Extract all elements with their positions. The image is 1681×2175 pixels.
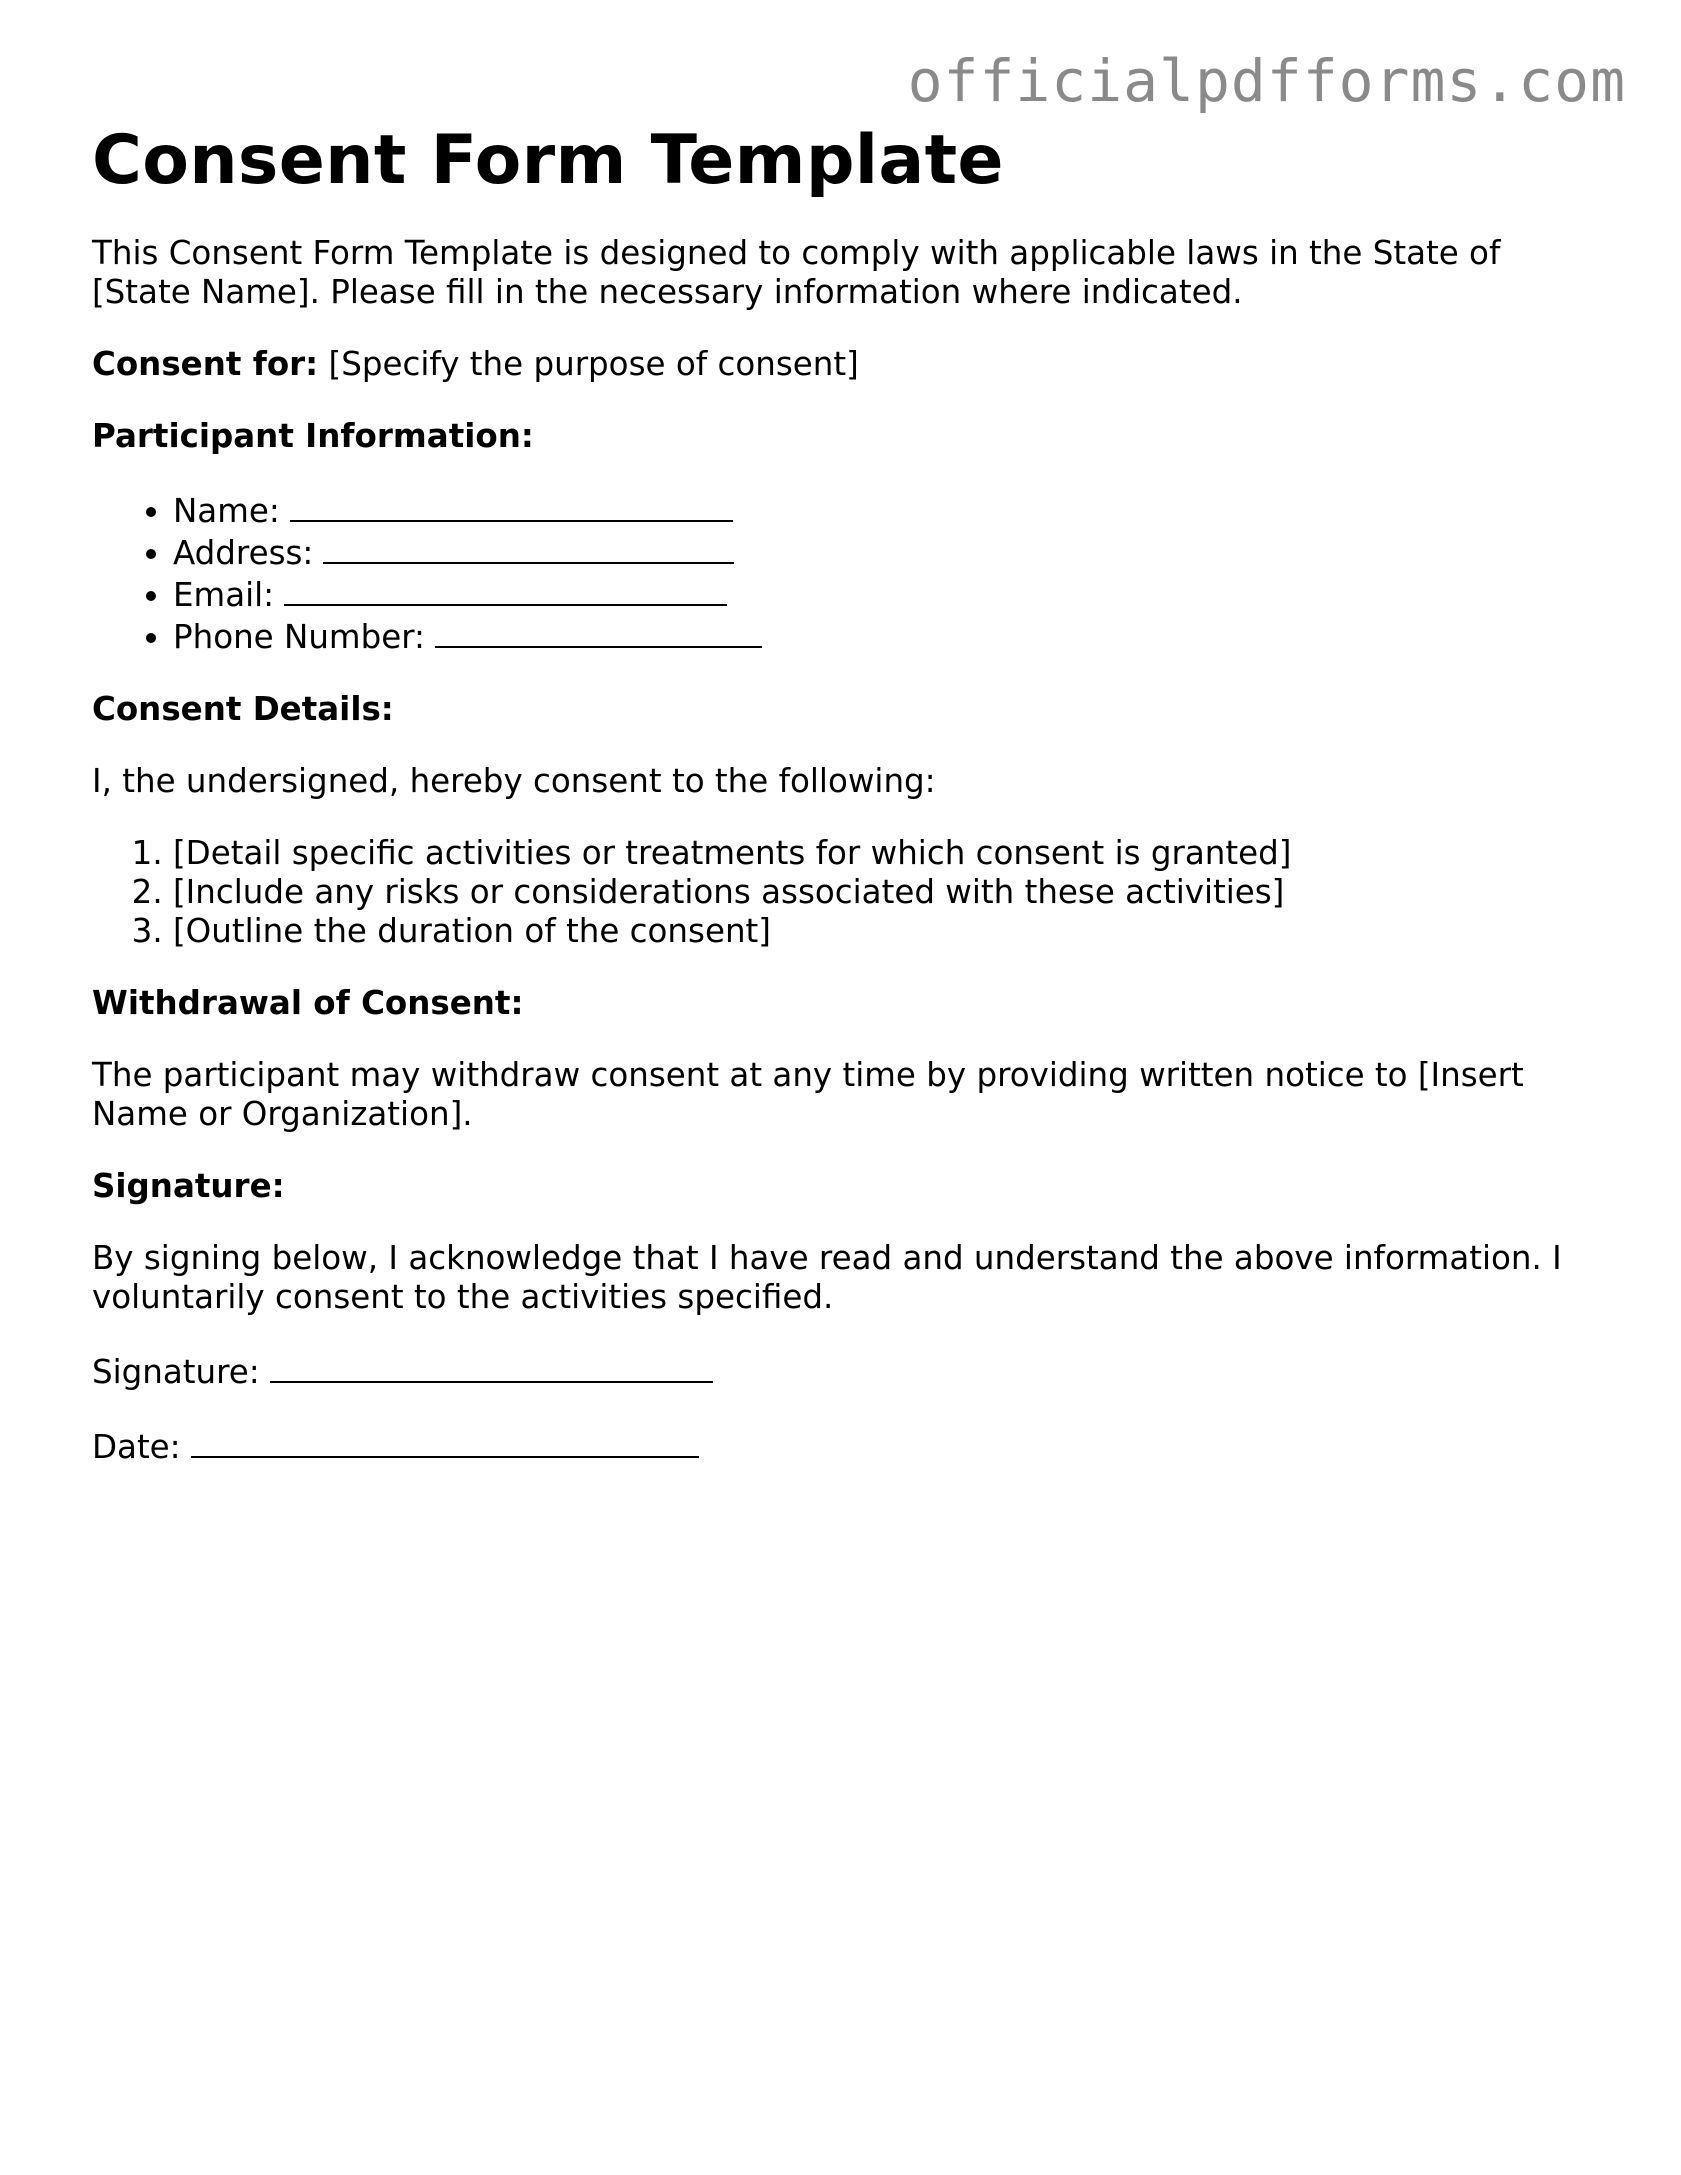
name-field-label: Name: [173, 492, 280, 530]
consent-for-line [92, 345, 1592, 384]
email-field-line[interactable] [284, 573, 727, 606]
phone-field-line[interactable] [435, 615, 762, 648]
watermark: officialpdfforms.com [907, 47, 1626, 115]
intro-paragraph: This Consent Form Template is designed to comply with applicable laws in the State of [State Name]. Please fill in the necessary information where indicated. [92, 234, 1501, 311]
date-line-row [92, 1425, 1592, 1467]
list-item [173, 615, 1592, 657]
consent-for-value: [Specify the purpose of consent] [328, 345, 859, 383]
signature-acknowledgement: By signing below, I acknowledge that I have read and understand the above information. I voluntarily consent to the activities specified. [92, 1239, 1562, 1316]
withdrawal-text: The participant may withdraw consent at any time by providing written notice to [Insert Name or Organization]. [92, 1056, 1524, 1133]
list-item: 3. [Outline the duration of the consent] [173, 912, 1592, 951]
name-field-line[interactable] [290, 489, 733, 522]
signature-field-line[interactable] [270, 1350, 713, 1383]
list-item [173, 489, 1592, 531]
list-item: 1. [Detail specific activities or treatments for which consent is granted] [173, 834, 1592, 873]
date-field-line[interactable] [191, 1425, 699, 1458]
consent-details-list [92, 834, 1592, 951]
list-item: 2. [Include any risks or considerations associated with these activities] [173, 873, 1592, 912]
address-field-line[interactable] [323, 531, 734, 564]
signature-line-row [92, 1350, 1592, 1392]
document-title: Consent Form Template [92, 121, 1004, 200]
signature-heading: Signature: [92, 1167, 285, 1205]
date-label: Date: [92, 1428, 181, 1466]
list-item [173, 573, 1592, 615]
address-field-label: Address: [173, 534, 314, 572]
email-field-label: Email: [173, 576, 275, 614]
list-item [173, 531, 1592, 573]
participant-information-heading: Participant Information: [92, 417, 534, 455]
withdrawal-heading: Withdrawal of Consent: [92, 984, 524, 1022]
consent-for-label: Consent for: [92, 345, 319, 383]
phone-field-label: Phone Number: [173, 618, 425, 656]
consent-details-heading: Consent Details: [92, 690, 394, 728]
signature-label: Signature: [92, 1353, 260, 1391]
document-page [92, 116, 1592, 1500]
consent-details-lead: I, the undersigned, hereby consent to the following: [92, 762, 936, 800]
participant-fields-list [92, 489, 1592, 657]
